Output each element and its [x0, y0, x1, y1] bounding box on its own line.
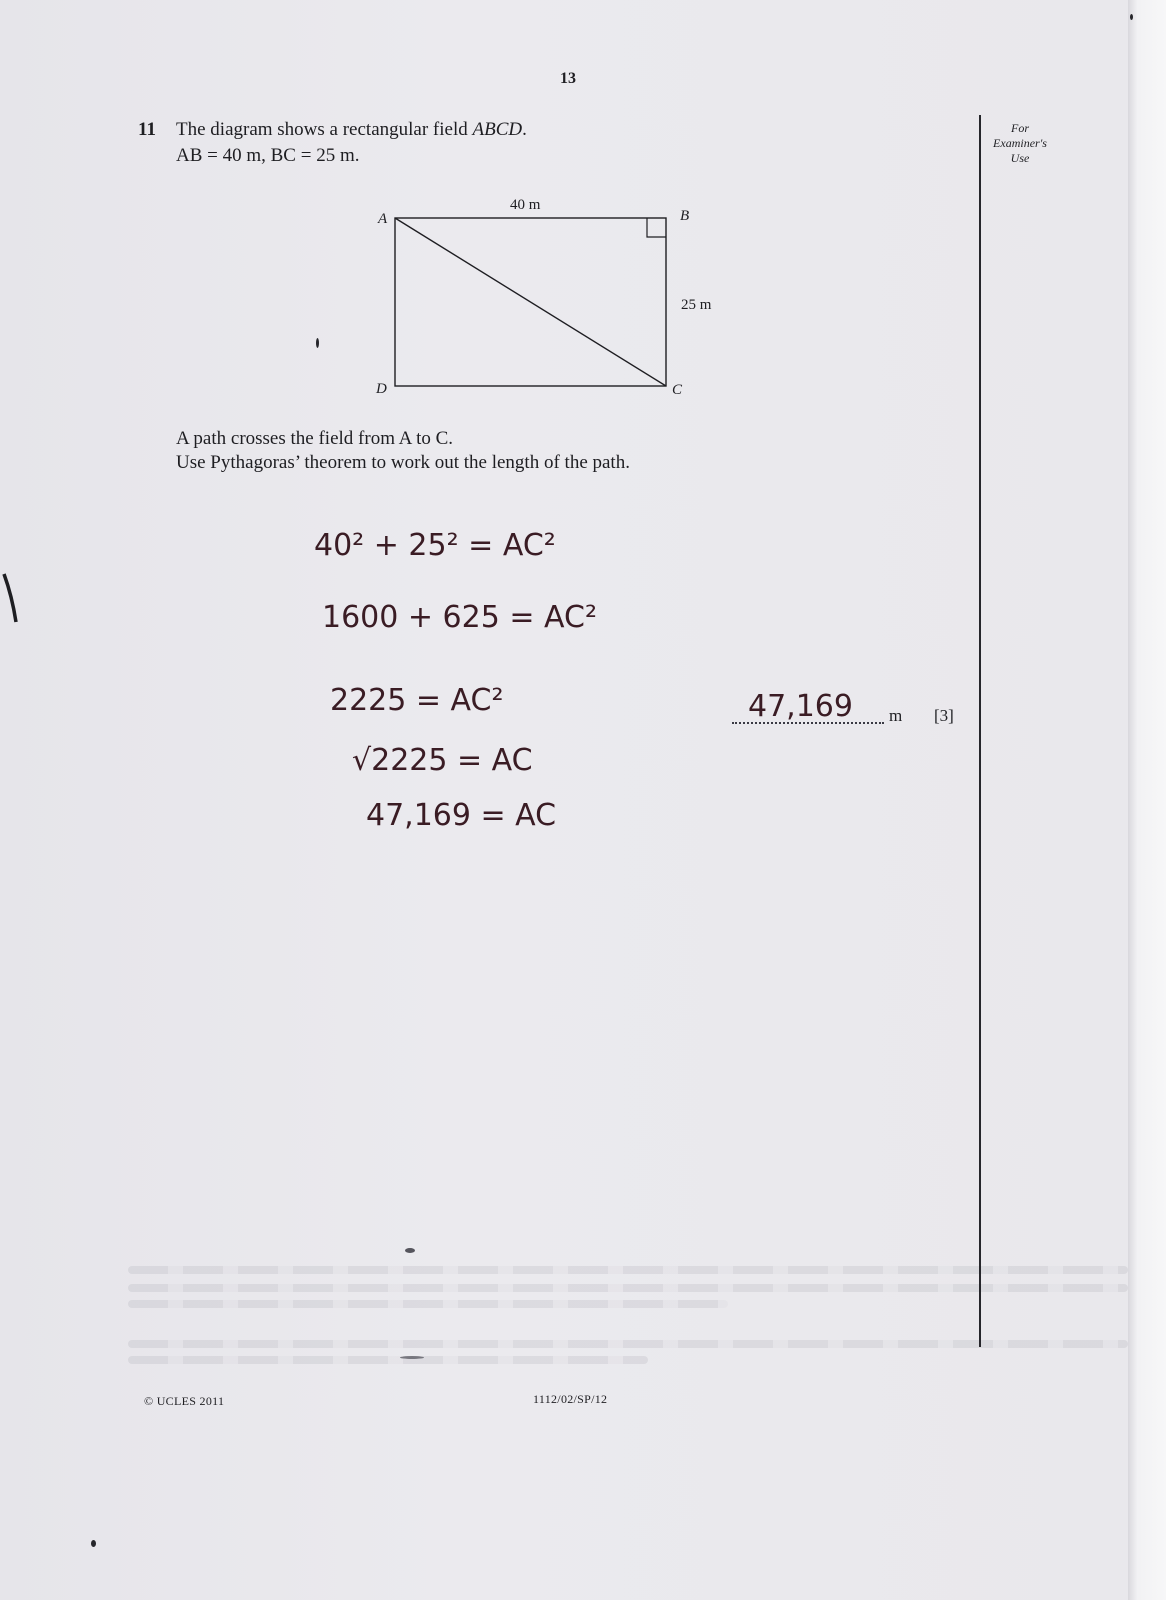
- working-line-2: 1600 + 625 = AC²: [322, 600, 597, 635]
- copyright-footer: © UCLES 2011: [144, 1394, 225, 1408]
- question-text-line-2: AB = 40 m, BC = 25 m.: [176, 145, 360, 166]
- side-label-ab: 40 m: [510, 197, 541, 213]
- question-text-line-3: A path crosses the field from A to C.: [176, 428, 454, 449]
- side-label-bc: 25 m: [681, 297, 712, 313]
- paper-code-footer: 1112/02/SP/12: [533, 1392, 608, 1406]
- right-angle-marker: [647, 218, 666, 237]
- question-number: 11: [138, 119, 156, 140]
- handwritten-working: [300, 505, 620, 845]
- scan-mark: [0, 572, 20, 624]
- scan-speck: [400, 1356, 424, 1359]
- working-line-3: 2225 = AC²: [330, 683, 504, 718]
- bleed-through: [128, 1284, 1128, 1292]
- diagonal-path-ac: [395, 218, 666, 386]
- bleed-through: [128, 1300, 728, 1308]
- scan-speck: [405, 1248, 415, 1253]
- examiner-margin-line: [979, 115, 981, 1347]
- page-edge: [1128, 0, 1166, 1600]
- scan-speck: [1130, 14, 1133, 20]
- rectangle-field-diagram: [360, 185, 740, 405]
- bleed-through: [128, 1356, 648, 1364]
- answer-unit: m: [889, 706, 903, 725]
- answer-line: [732, 722, 884, 724]
- vertex-label-a: A: [378, 211, 388, 227]
- marks-available: [3]: [934, 706, 954, 725]
- bleed-through: [128, 1266, 1128, 1274]
- scan-speck: [316, 338, 319, 348]
- bleed-through: [128, 1340, 1128, 1348]
- scan-speck: [91, 1540, 96, 1547]
- vertex-label-d: D: [376, 381, 387, 397]
- working-line-1: 40² + 25² = AC²: [314, 528, 556, 563]
- vertex-label-c: C: [672, 382, 683, 398]
- handwritten-answer: [744, 684, 874, 724]
- working-line-5: 47,169 = AC: [366, 798, 557, 833]
- vertex-label-b: B: [680, 208, 690, 224]
- svg-text:47,169: 47,169: [748, 689, 853, 724]
- page-number: 13: [560, 70, 576, 87]
- working-line-4: √2225 = AC: [352, 743, 533, 778]
- question-text-line-4: Use Pythagoras’ theorem to work out the length of the path.: [176, 452, 630, 473]
- question-text-line-1: The diagram shows a rectangular field ABCD.: [176, 119, 527, 140]
- examiner-use-label: For Examiner's Use: [993, 121, 1047, 165]
